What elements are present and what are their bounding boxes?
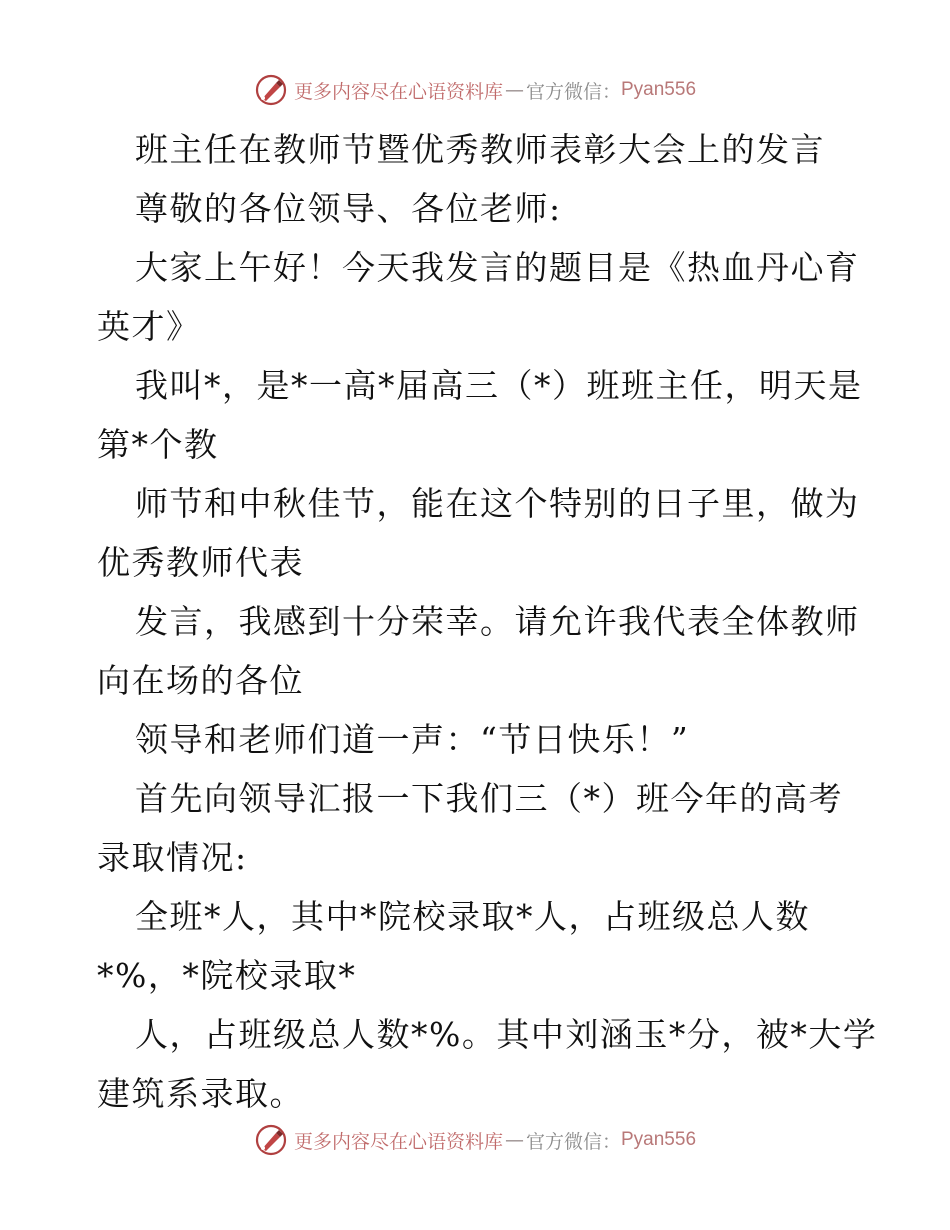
continuation-line: 英才》 [97,307,201,346]
continuation-line: 向在场的各位 [97,661,304,700]
paragraph-line: 班主任在教师节暨优秀教师表彰大会上的发言 [135,130,825,169]
banner-wechat-id: Pyan556 [621,79,697,100]
paragraph-line: 尊敬的各位领导、各位老师: [135,189,562,228]
paragraph-line: 发言，我感到十分荣幸。请允许我代表全体教师 [135,602,860,641]
paragraph-line: 领导和老师们道一声：“节日快乐！” [135,720,690,759]
paragraph-line: 我叫*，是*一高*届高三（*）班班主任，明天是 [135,366,863,405]
paragraph-line: 大家上午好！今天我发言的题目是《热血丹心育 [135,248,860,287]
banner-wechat-label: 官方微信： [525,1130,621,1153]
paragraph-line: 人，占班级总人数*%。其中刘涵玉*分，被*大学 [135,1015,878,1054]
paragraph-line: 全班*人，其中*院校录取*人，占班级总人数 [135,897,810,936]
continuation-line: *%，*院校录取* [97,956,357,995]
banner-site-text: 更多内容尽在心语资料库 [293,1130,503,1153]
continuation-line: 优秀教师代表 [97,543,304,582]
paragraph-line: 师节和中秋佳节，能在这个特别的日子里，做为 [135,484,860,523]
header-watermark-banner [0,72,950,108]
banner-site-text: 更多内容尽在心语资料库 [293,80,503,103]
continuation-line: 第*个教 [97,425,219,464]
banner-separator: — [504,1129,524,1151]
document-body [97,120,878,1123]
pen-logo-icon [254,1123,288,1157]
continuation-line: 建筑系录取。 [97,1074,304,1113]
paragraph-line: 首先向领导汇报一下我们三（*）班今年的高考 [135,779,843,818]
banner-wechat-id: Pyan556 [621,1129,697,1150]
pen-logo-icon [254,73,288,107]
continuation-line: 录取情况: [97,838,248,877]
banner-wechat-label: 官方微信： [525,80,621,103]
banner-separator: — [504,79,524,101]
footer-watermark-banner [0,1122,950,1158]
